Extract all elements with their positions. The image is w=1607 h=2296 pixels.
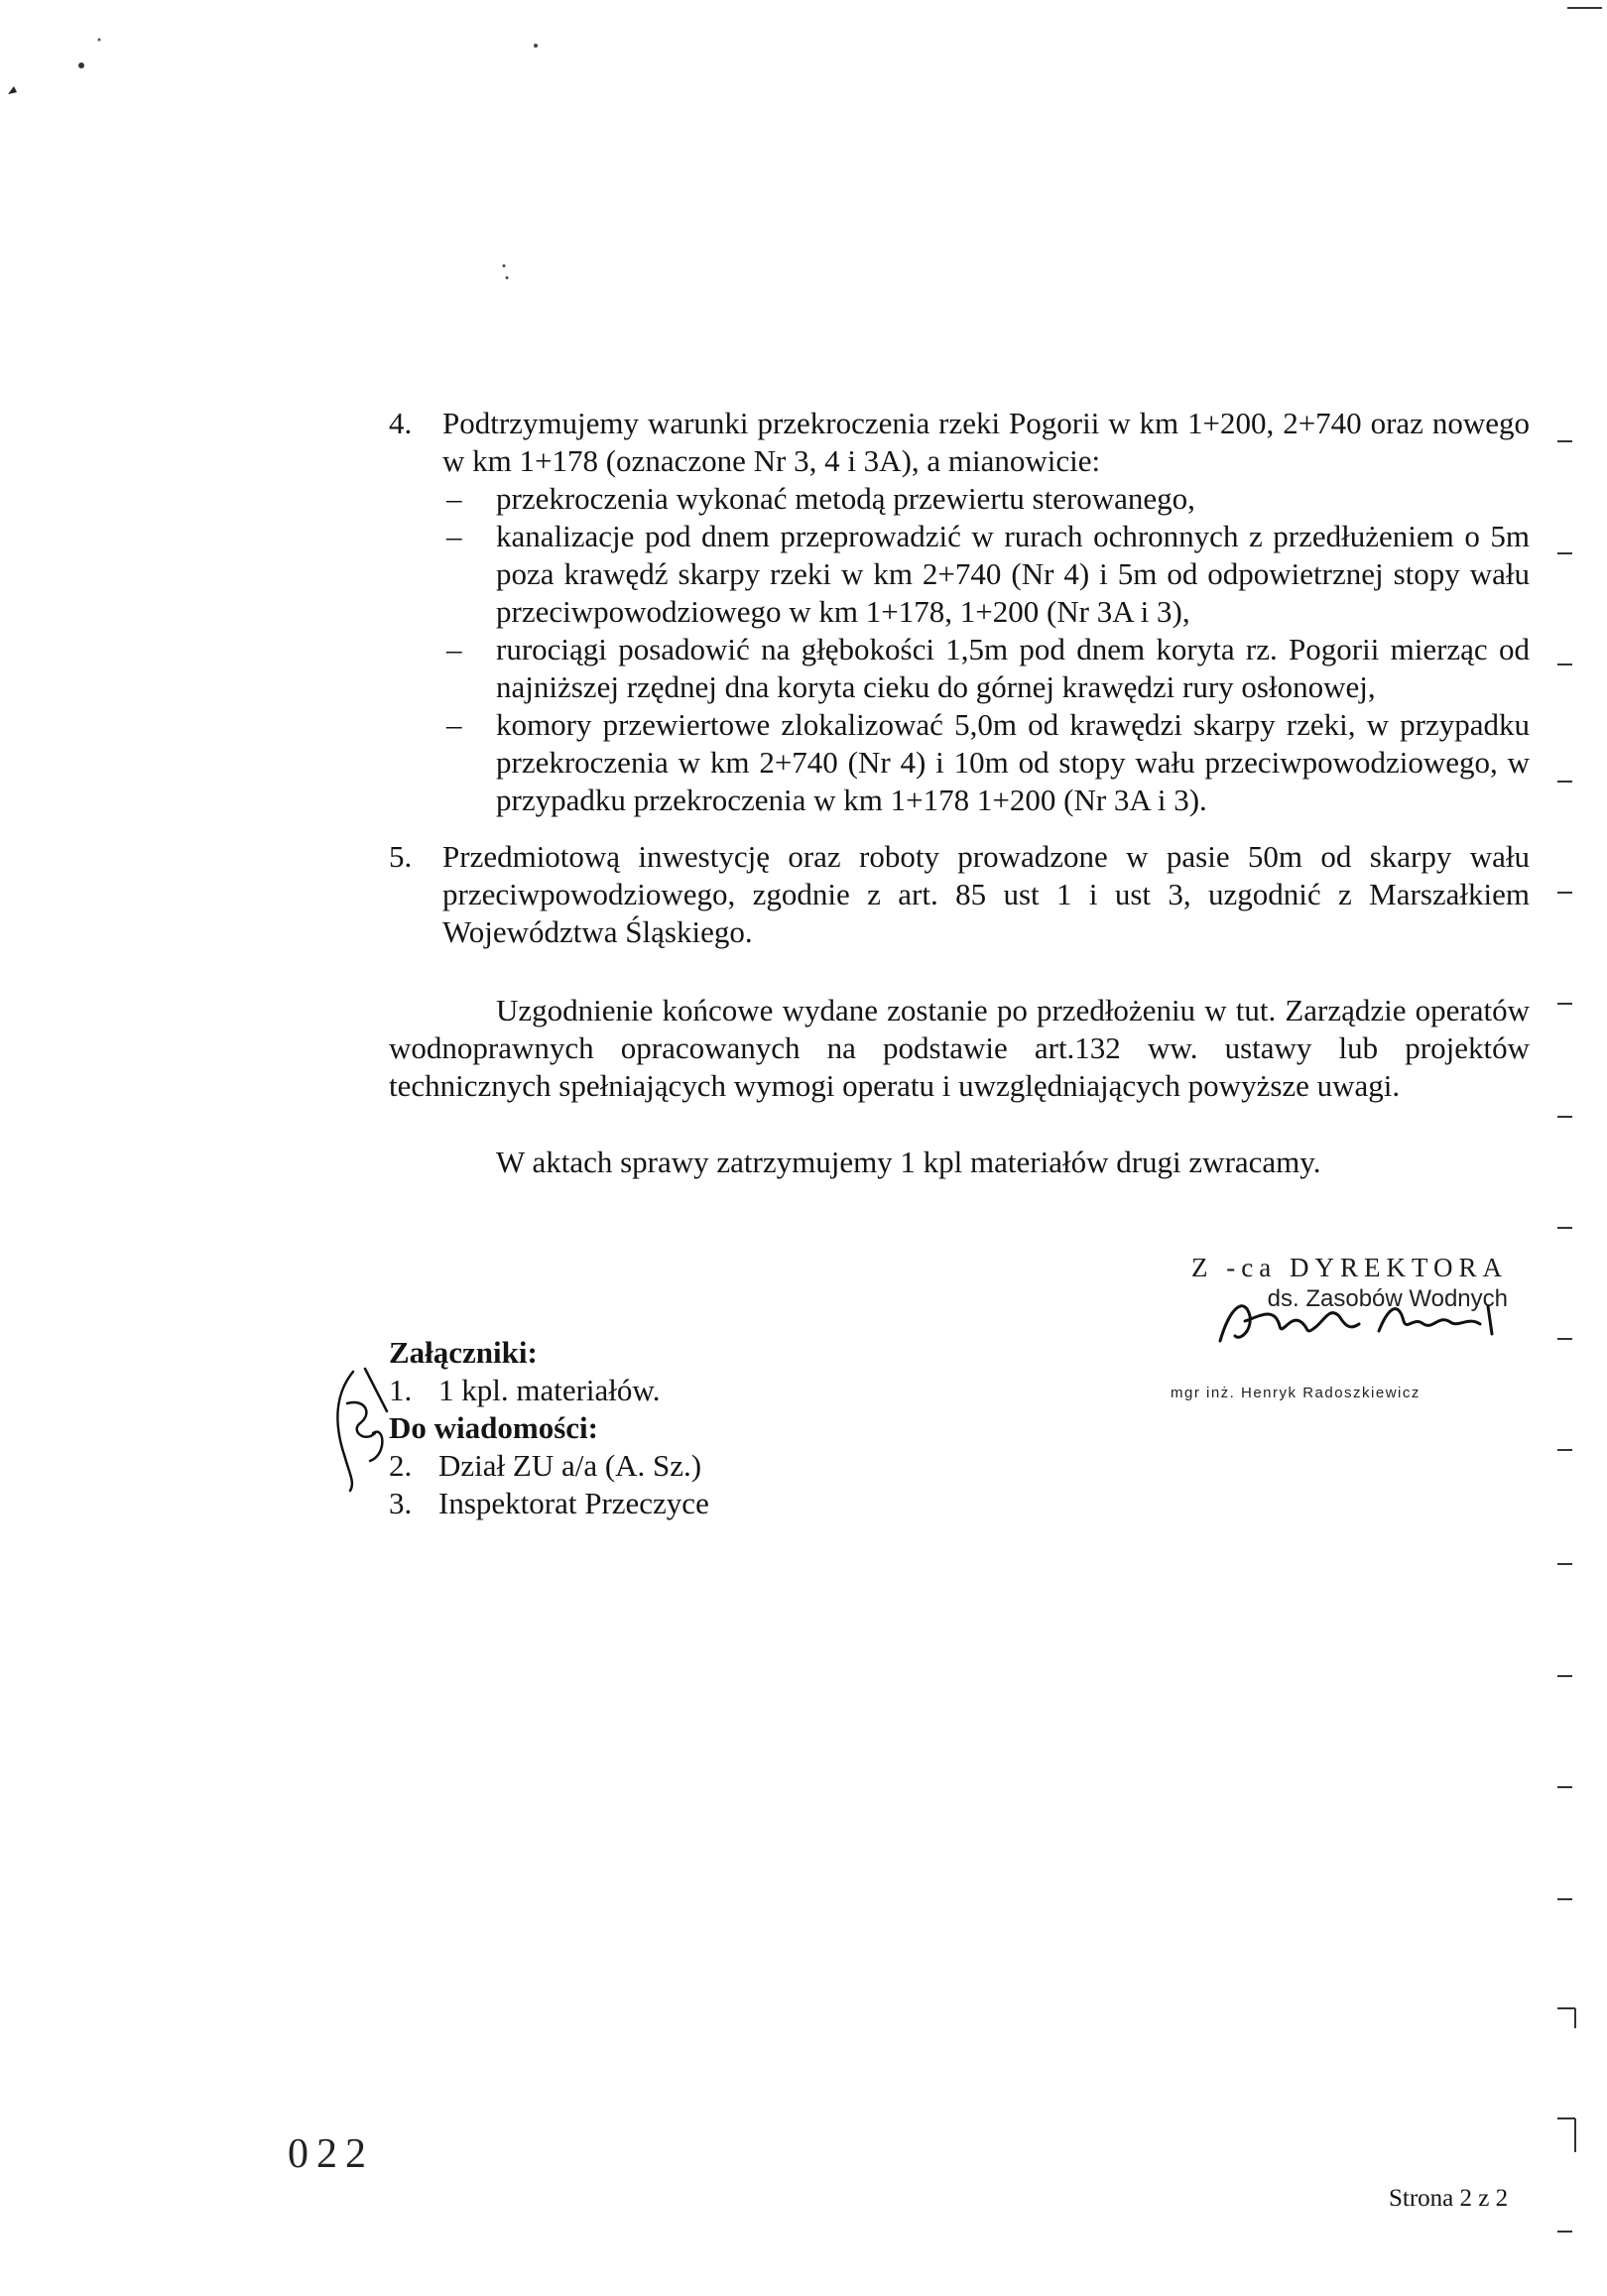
- list-item: – przekroczenia wykonać metodą przewiertu sterowanego,: [446, 481, 1195, 516]
- list-item: – kanalizacje pod dnem przeprowadzić w rurach ochronnych z przedłużeniem o 5m poza krawędź skarpy rzeki w km 2+740 (Nr 4) i 5m od odpowietrznej stopy wału przeciwpowodziowego w km 1+178, 1+200 (Nr 3A i 3),: [446, 519, 1530, 629]
- recipients-heading: Do wiadomości:: [389, 1410, 598, 1445]
- signature-stamp: [1171, 1253, 1508, 1401]
- margin-marks: [1547, 0, 1607, 2296]
- page-number: Strona 2 z 2: [1389, 2185, 1509, 2212]
- signatory-name: mgr inż. Henryk Radoszkiewicz: [1171, 1385, 1421, 1401]
- materials-paragraph: W aktach sprawy zatrzymujemy 1 kpl materiałów drugi zwracamy.: [496, 1145, 1321, 1179]
- handwritten-signature: [1190, 1286, 1508, 1356]
- dash: –: [446, 632, 462, 666]
- list-item: 3. Inspektorat Przeczyce: [389, 1486, 709, 1520]
- stamp-title: Z -ca DYREKTORA: [1191, 1253, 1508, 1282]
- handwritten-initials: [325, 1364, 395, 1493]
- recipients-list: [389, 1447, 709, 1522]
- point-intro: Przedmiotową inwestycję oraz roboty prowadzone w pasie 50m od skarpy wału przeciwpowodziowego, zgodnie z art. 85 ust 1 i ust 3, uzgodnić z Marszałkiem Województwa Śląskiego.: [442, 839, 1530, 949]
- list-item: 2. Dział ZU a/a (A. Sz.): [389, 1448, 702, 1483]
- dash: –: [446, 519, 462, 553]
- scan-artifacts: [0, 0, 1607, 298]
- point-number: 4.: [389, 406, 413, 440]
- attachments-list: [389, 1372, 709, 1409]
- point-5: [389, 838, 1530, 951]
- point-number: 5.: [389, 839, 413, 874]
- conditions-list: [442, 480, 1530, 819]
- dash: –: [446, 707, 462, 742]
- point-4: [389, 405, 1530, 819]
- dash: –: [446, 481, 462, 516]
- document-number: 022: [288, 2131, 374, 2177]
- final-agreement-paragraph: Uzgodnienie końcowe wydane zostanie po przedłożeniu w tut. Zarządzie operatów wodnoprawnych opracowanych na podstawie art.132 ww. ustawy lub projektów technicznych spełniających wymogi operatu i uwzględniających powyższe uwagi.: [389, 993, 1530, 1103]
- point-intro: Podtrzymujemy warunki przekroczenia rzeki Pogorii w km 1+200, 2+740 oraz nowego w km 1+178 (oznaczone Nr 3, 4 i 3A), a mianowicie:: [442, 406, 1530, 478]
- stamp-department: ds. Zasobów Wodnych: [1267, 1285, 1508, 1312]
- list-item: 1. 1 kpl. materiałów.: [389, 1373, 661, 1407]
- list-item: – komory przewiertowe zlokalizować 5,0m od krawędzi skarpy rzeki, w przypadku przekroczenia w km 2+740 (Nr 4) i 10m od stopy wału przeciwpowodziowego, w przypadku przekroczenia w km 1+178 1+200 (Nr 3A i 3).: [446, 707, 1530, 817]
- list-item: – rurociągi posadowić na głębokości 1,5m pod dnem koryta rz. Pogorii mierząc od najniższej rzędnej dna koryta cieku do górnej krawędzi rury osłonowej,: [446, 632, 1530, 704]
- attachments-heading: Załączniki:: [389, 1335, 538, 1370]
- attachments-block: [389, 1334, 709, 1522]
